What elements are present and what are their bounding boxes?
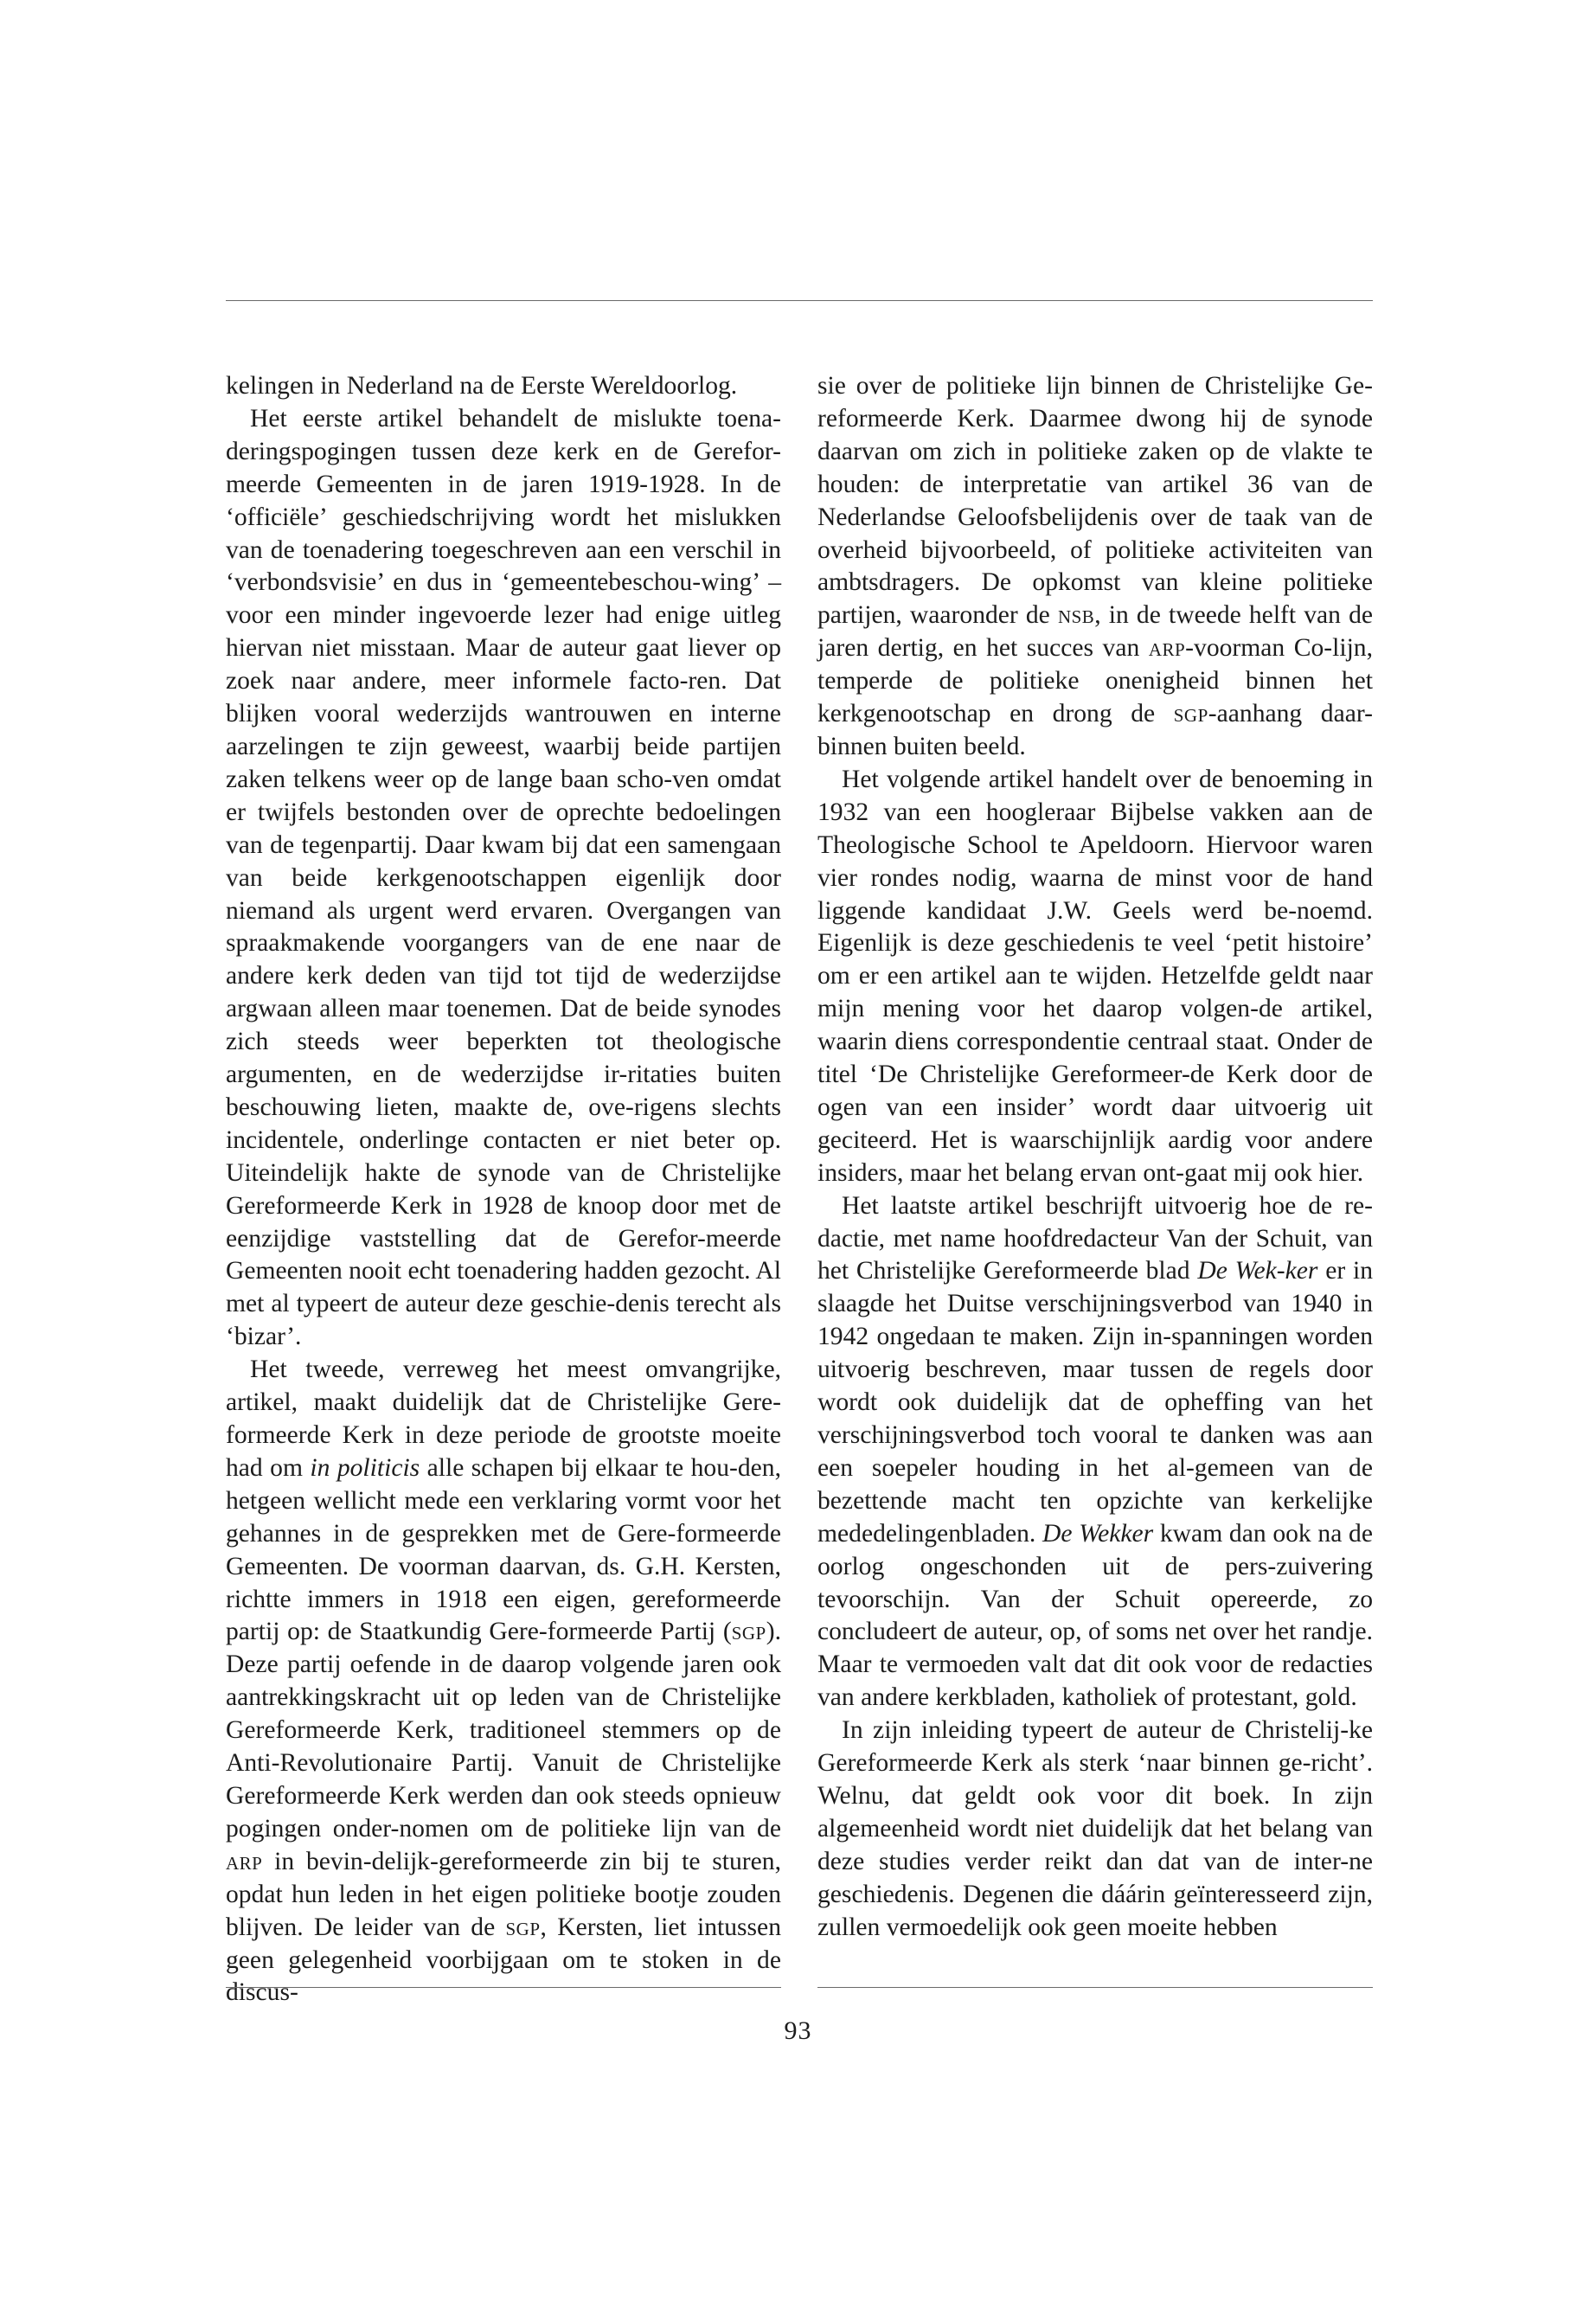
paragraph-last-article (817, 1190, 1373, 1715)
text-run: -voorman Co-lijn, temperde de politieke onenigheid binnen het kerkgenootschap en drong de (817, 634, 1374, 728)
abbreviation-sgp: sgp (1173, 700, 1208, 728)
text-run: er in slaagde het Duitse verschijningsverbod van 1940 in 1942 ongedaan te maken. Zijn in-spanningen worden uitvoerig beschreven, maar tussen de regels door wordt ook duidelijk dat de opheffing van het verschijningsverbod toch vooral te danken was aan een soepeler houding in het al-gemeen van de bezettende macht ten opzichte van kerkelijke mededelingenbladen. (817, 1257, 1373, 1548)
paragraph-first-article: Het eerste artikel behandelt de mislukte toena-deringspogingen tussen deze kerk en de Gerefor-meerde Gemeenten in de jaren 1919-1928. In de ‘officiële’ geschiedschrijving wordt het mislukken van de toenadering toegeschreven aan een verschil in ‘verbondsvisie’ en dus in ‘gemeentebeschou-wing’ – voor een minder ingevoerde lezer had enige uitleg hiervan niet misstaan. Maar de auteur gaat liever op zoek naar andere, meer informele facto-ren. Dat blijken vooral wederzijds wantrouwen en interne aarzelingen te zijn geweest, waarbij beide partijen zaken telkens weer op de lange baan scho-ven omdat er twijfels bestonden over de oprechte bedoelingen van de tegenpartij. Daar kwam bij dat een samengaan van beide kerkgenootschappen eigenlijk door niemand als urgent werd ervaren. Overgangen van spraakmakende voorgangers van de ene naar de andere kerk deden van tijd tot tijd de wederzijdse argwaan alleen maar toenemen. Dat de beide synodes zich steeds weer beperkten tot theologische argumenten, en de wederzijdse ir-ritaties buiten beschouwing lieten, maakte de, ove-rigens slechts incidentele, onderlinge contacten er niet beter op. Uiteindelijk hakte de synode van de Christelijke Gereformeerde Kerk in 1928 de knoop door met de eenzijdige vaststelling dat de Gerefor-meerde Gemeenten nooit echt toenadering hadden gezocht. Al met al typeert de auteur deze geschie-denis terecht als ‘bizar’. (226, 404, 781, 1351)
abbreviation-sgp: sgp (731, 1618, 766, 1646)
text-run: kwam dan ook na de oorlog ongeschonden uit de pers-zuivering tevoorschijn. Van der Schuit opereerde, zo concludeert de auteur, op, of soms net over het randje. Maar te vermoeden valt dat dit ook voor de redacties van andere kerkbladen, katholiek of protestant, gold. (817, 1519, 1373, 1712)
text-run: , Kersten, liet intussen geen gelegenheid voorbijgaan om te stoken in de discus- (226, 1913, 781, 2007)
text-run: sie over de politieke lijn binnen de Christelijke Ge-reformeerde Kerk. Daarmee dwong hij de synode daarvan om zich in politieke zaken op de vlakte te houden: de interpretatie van artikel 36 van de Nederlandse Geloofsbelijdenis over de taak van de overheid bijvoorbeeld, of politieke activiteiten van ambtsdragers. De opkomst van kleine politieke partijen, waaronder de (817, 372, 1373, 630)
footer-rule-left (226, 1987, 781, 1988)
emphasis-de-wekker: De Wekker (1042, 1519, 1154, 1548)
paragraph-appointment: Het volgende artikel handelt over de benoeming in 1932 van een hoogleraar Bijbelse vakken aan de Theologische School te Apeldoorn. Hiervoor waren vier rondes nodig, waarna de minst voor de hand liggende kandidaat J.W. Geels werd be-noemd. Eigenlijk is deze geschiedenis te veel ‘petit histoire’ om er een artikel aan te wijden. Hetzelfde geldt naar mijn mening voor het daarop volgen-de artikel, waarin diens correspondentie centraal staat. Onder de titel ‘De Christelijke Gereformeer-de Kerk door de ogen van een insider’ wordt daar uitvoerig uit geciteerd. Het is waarschijnlijk aardig voor andere insiders, maar het belang ervan ont-gaat mij ook hier. (817, 765, 1373, 1187)
abbreviation-arp: arp (226, 1847, 263, 1875)
right-column (817, 370, 1373, 1945)
text-run: Het laatste artikel beschrijft uitvoerig hoe de re-dactie, met name hoofdredacteur Van der Schuit, van het Christelijke Gereformeerde blad (817, 1191, 1373, 1285)
text-run: Het tweede, verreweg het meest omvangrijke, artikel, maakt duidelijk dat de Christelijke Gere-formeerde Kerk in deze periode de grootste moeite had om (226, 1356, 781, 1482)
header-rule (226, 300, 1373, 301)
text-run: alle schapen bij elkaar te hou-den, hetgeen wellicht mede een verklaring vormt voor het gehannes in de gesprekken met de Gere-formeerde Gemeenten. De voorman daarvan, ds. G.H. Kersten, richtte immers in 1918 een eigen, gereformeerde partij op: de Staatkundig Gere-formeerde Partij ( (226, 1453, 781, 1646)
emphasis-de-wekker: De Wek-ker (1197, 1257, 1318, 1285)
paragraph-continuation: kelingen in Nederland na de Eerste Wereldoorlog. (226, 372, 738, 400)
left-column (226, 370, 781, 2009)
emphasis-in-politicis: in politicis (310, 1453, 420, 1482)
paragraph-introduction: In zijn inleiding typeert de auteur de Christelij-ke Gereformeerde Kerk als sterk ‘naar binnen ge-richt’. Welnu, dat geldt ook voor dit boek. In zijn algemeenheid wordt niet duidelijk dat het belang van deze studies verder reikt dan dat van de inter-ne geschiedenis. Degenen die dáárin geïnteresseerd zijn, zullen vermoedelijk ook geen moeite hebben (817, 1716, 1373, 1941)
text-run: in bevin-delijk-gereformeerde zin bij te sturen, opdat hun leden in het eigen politieke bootje zouden blijven. De leider van de (226, 1847, 781, 1941)
text-run: ). Deze partij oefende in de daarop volgende jaren ook aantrekkingskracht uit op leden van de Christelijke Gereformeerde Kerk, traditioneel stemmers op de Anti-Revolutionaire Partij. Vanuit de Christelijke Gereformeerde Kerk werden dan ook steeds opnieuw pogingen onder-nomen om de politieke lijn van de (226, 1618, 781, 1843)
abbreviation-arp: arp (1148, 634, 1186, 663)
paragraph-second-article (226, 1354, 781, 2009)
text-run: -aanhang daar-binnen buiten beeld. (817, 700, 1373, 760)
abbreviation-nsb: nsb (1057, 601, 1095, 630)
abbreviation-sgp: sgp (505, 1913, 541, 1941)
paragraph-continuation (817, 370, 1373, 764)
page-number: 93 (784, 2016, 812, 2045)
text-run: , in de tweede helft van de jaren dertig, en het succes van (817, 601, 1373, 663)
footer-rule-right (817, 1987, 1373, 1988)
